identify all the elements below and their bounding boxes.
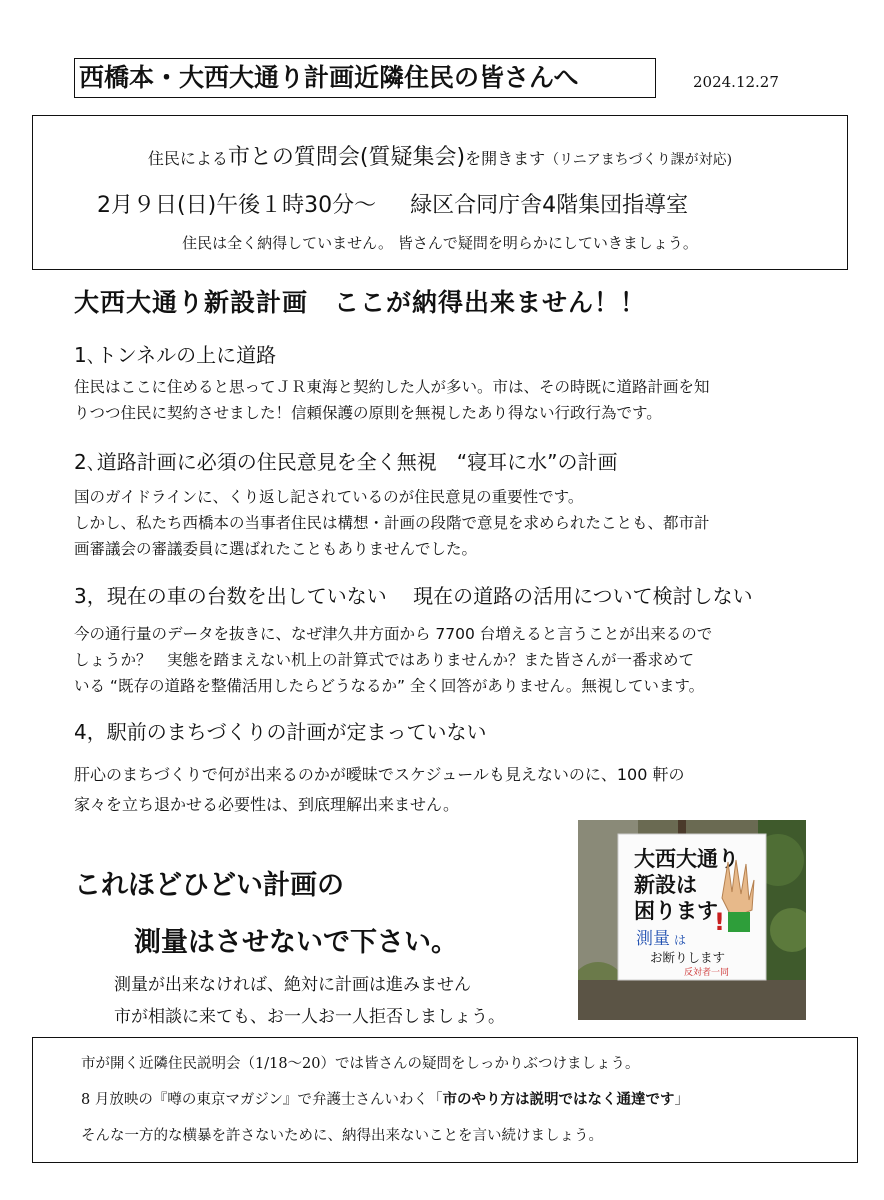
- page-title: 西橋本・大西大通り計画近隣住民の皆さんへ: [74, 58, 656, 98]
- body-line: しょうか？ 実態を踏まえない机上の計算式ではありませんか？また皆さんが一番求めて: [74, 651, 695, 669]
- bottom-line-2: [81, 1088, 689, 1109]
- section-body-3: [74, 621, 712, 699]
- body-line: りつつ住民に契約させました！信頼保護の原則を無視したあり得ない行政行為です。: [74, 404, 662, 422]
- bottom-line-2-suffix: 」: [674, 1092, 689, 1108]
- body-line: 画審議会の審議委員に選ばれたこともありませんでした。: [74, 540, 478, 558]
- sign-text-6: 反対者一同: [684, 968, 730, 978]
- callout-sub-2: 市が相談に来ても、お一人お一人拒否しましょう。: [114, 1007, 505, 1027]
- bottom-line-2-prefix: 8 月放映の『噂の東京マガジン』で弁護士さんいわく「: [81, 1092, 443, 1108]
- callout-line-1: これほどひどい計画の: [74, 870, 344, 901]
- sign-photo-drawing: [578, 820, 806, 1020]
- body-line: いる “既存の道路を整備活用したらどうなるか” 全く回答がありません。無視しています。: [74, 677, 705, 695]
- exclamation-icon: !: [714, 908, 725, 936]
- bottom-line-2-quote: 市のやり方は説明ではなく通達です: [442, 1092, 675, 1108]
- section-heading-3: 3，現在の車の台数を出していない 現在の道路の活用について検討しない: [74, 584, 753, 608]
- issue-date: 2024.12.27: [693, 73, 779, 91]
- meeting-notice-box: [32, 115, 848, 270]
- bottom-message-box: [32, 1037, 858, 1163]
- section-body-4: [74, 760, 685, 820]
- announcement-note: （リニアまちづくり課が対応): [545, 152, 733, 168]
- main-headline: 大西大通り新設計画 ここが納得出来ません！！: [74, 288, 647, 317]
- section-body-2: [74, 484, 710, 562]
- sign-text-4b: は: [674, 933, 687, 947]
- body-line: 肝心のまちづくりで何が出来るのかが曖昧でスケジュールも見えないのに、100 軒の: [74, 765, 685, 784]
- sign-text-2: 新設は: [634, 873, 697, 897]
- announcement-event: 市との質問会(質疑集会): [227, 145, 466, 170]
- announcement-prefix: 住民による: [147, 149, 228, 168]
- announcement-suffix: を開きます: [465, 149, 546, 168]
- bottom-line-3: そんな一方的な横暴を許さないために、納得出来ないことを言い続けましょう。: [81, 1128, 603, 1144]
- body-line: しかし、私たち西橋本の当事者住民は構想・計画の段階で意見を求められたことも、都市計: [74, 514, 710, 532]
- sign-text-4: 測量: [636, 929, 670, 949]
- body-line: 住民はここに住めると思ってＪＲ東海と契約した人が多い。市は、その時既に道路計画を知: [74, 378, 710, 396]
- sign-text-5: お断りします: [650, 950, 726, 965]
- meeting-datetime: 2月９日(日)午後１時30分～: [97, 193, 377, 218]
- body-line: 今の通行量のデータを抜きに、なぜ津久井方面から 7700 台増えると言うことが出来るので: [74, 625, 713, 643]
- callout-sub-1: 測量が出来なければ、絶対に計画は進みません: [114, 975, 471, 995]
- body-line: 国のガイドラインに、くり返し記されているのが住民意見の重要性です。: [74, 488, 584, 506]
- meeting-announcement: [33, 140, 847, 171]
- bottom-line-1: 市が開く近隣住民説明会（1/18～20）では皆さんの疑問をしっかりぶつけましょう。: [81, 1056, 640, 1072]
- body-line: 家々を立ち退かせる必要性は、到底理解出来ません。: [74, 795, 459, 814]
- meeting-place: 緑区合同庁舎4階集団指導室: [410, 193, 689, 218]
- meeting-datetime-place: [97, 188, 688, 219]
- notice-message: 住民は全く納得していません。 皆さんで疑問を明らかにしていきましょう。: [182, 234, 698, 252]
- sign-text-3: 困ります: [634, 899, 718, 923]
- sign-text-1: 大西大通り: [634, 847, 739, 871]
- section-heading-2: 2､道路計画に必須の住民意見を全く無視 “寝耳に水”の計画: [74, 450, 618, 474]
- section-body-1: [74, 374, 710, 426]
- section-heading-4: 4，駅前のまちづくりの計画が定まっていない: [74, 720, 487, 744]
- protest-sign-photo: [578, 820, 806, 1020]
- section-heading-1: 1､トンネルの上に道路: [74, 343, 277, 367]
- callout-line-2: 測量はさせないで下さい。: [134, 927, 458, 958]
